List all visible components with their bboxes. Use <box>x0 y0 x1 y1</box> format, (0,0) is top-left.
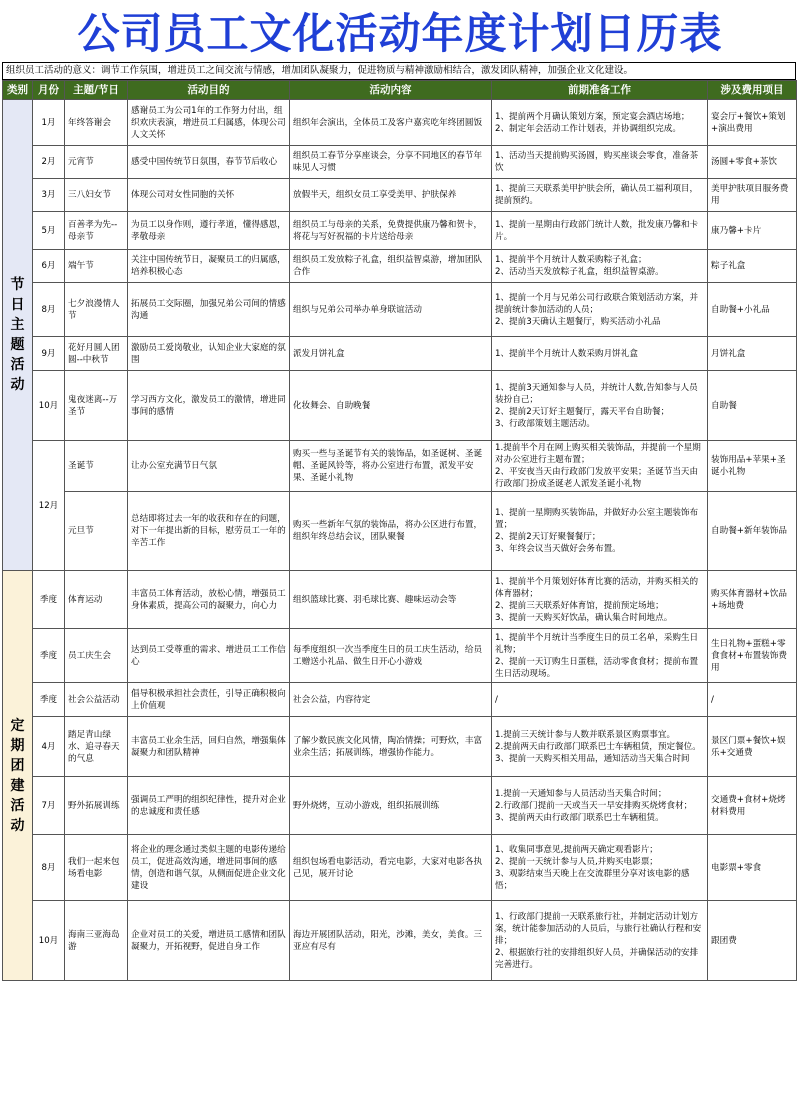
header-row <box>3 81 797 100</box>
content-cell: 组织篮球比赛、羽毛球比赛、趣味运动会等 <box>290 571 492 629</box>
table-row <box>3 212 797 250</box>
cost-cell: 自助餐+小礼品 <box>708 283 797 337</box>
month-cell: 2月 <box>33 146 65 179</box>
theme-cell: 体育运动 <box>65 571 128 629</box>
content-cell: 放假半天，组织女员工享受美甲、护肤保养 <box>290 179 492 212</box>
prep-cell: 1、收集同事意见,提前两天确定观看影片； 2、提前一天统计参与人员,并购买电影票； 3、观影结束当天晚上在交流群里分享对该电影的感悟； <box>492 835 708 901</box>
table-row <box>3 100 797 146</box>
cost-cell: 自助餐+新年装饰品 <box>708 492 797 571</box>
table-row <box>3 492 797 571</box>
prep-cell: 1、活动当天提前购买汤圆，购买座谈会零食，准备茶饮 <box>492 146 708 179</box>
theme-cell: 踏足青山绿水、追寻春天的气息 <box>65 717 128 777</box>
theme-cell: 元宵节 <box>65 146 128 179</box>
content-cell: 组织与兄弟公司举办单身联谊活动 <box>290 283 492 337</box>
prep-cell: 1.提前半个月在网上购买相关装饰品，并提前一个星期对办公室进行主题布置； 2、平安夜当天由行政部门发放平安果；圣诞节当天由行政部门扮成圣诞老人派发圣诞小礼物 <box>492 441 708 492</box>
theme-cell: 鬼夜迷离--万圣节 <box>65 371 128 441</box>
prep-cell: 1、提前一个月与兄弟公司行政联合策划活动方案，并提前统计参加活动的人员； 2、提前3天确认主题餐厅，购买活动小礼品 <box>492 283 708 337</box>
table-row <box>3 441 797 492</box>
content-cell: 购买一些新年气氛的装饰品，将办公区进行布置，组织年终总结会议，团队聚餐 <box>290 492 492 571</box>
cost-cell: 跟团费 <box>708 901 797 981</box>
cost-cell: 电影票+零食 <box>708 835 797 901</box>
table-row <box>3 371 797 441</box>
content-cell: 野外烧烤，互动小游戏，组织拓展训练 <box>290 777 492 835</box>
cost-cell: 粽子礼盒 <box>708 250 797 283</box>
purpose-cell: 达到员工受尊重的需求、增进员工工作信心 <box>128 629 290 683</box>
content-cell: 组织员工春节分享座谈会，分享不同地区的春节年味见人习惯 <box>290 146 492 179</box>
purpose-cell: 拓展员工交际圈，加强兄弟公司间的情感沟通 <box>128 283 290 337</box>
activity-table <box>2 80 797 981</box>
table-row <box>3 835 797 901</box>
table-row <box>3 629 797 683</box>
content-cell: 组织年会演出，全体员工及客户嘉宾吃年终团圆饭 <box>290 100 492 146</box>
category-label: 节日主题活动 <box>10 277 25 393</box>
table-row <box>3 250 797 283</box>
page-title: 公司员工文化活动年度计划日历表 <box>77 9 723 58</box>
prep-cell: / <box>492 683 708 717</box>
prep-cell: 1、提前三天联系美甲护肤会所，确认员工福利项目，提前预约。 <box>492 179 708 212</box>
category-label: 定期团建活动 <box>10 717 25 834</box>
prep-cell: 1.提前三天统计参与人数并联系景区购票事宜。 2.提前两天由行政部门联系巴士车辆租赁，预定餐位。 3、提前一天购买相关用品，通知活动当天集合时间 <box>492 717 708 777</box>
prep-cell: 1、提前两个月确认策划方案，预定宴会酒店场地； 2、制定年会活动工作计划表，并协调组织完成。 <box>492 100 708 146</box>
month-cell: 9月 <box>33 337 65 371</box>
header-prep: 前期准备工作 <box>492 81 708 100</box>
month-cell: 季度 <box>33 629 65 683</box>
purpose-cell: 激励员工爱岗敬业，认知企业大家庭的氛围 <box>128 337 290 371</box>
content-cell: 组织包场看电影活动，看完电影，大家对电影各执己见，展开讨论 <box>290 835 492 901</box>
purpose-cell: 让办公室充满节日气氛 <box>128 441 290 492</box>
purpose-cell: 总结即将过去一年的收获和存在的问题，对下一年提出新的目标，慰劳员工一年的辛苦工作 <box>128 492 290 571</box>
content-cell: 购买一些与圣诞节有关的装饰品，如圣诞树、圣诞帽、圣诞风铃等，将办公室进行布置，派发平安果、圣诞小礼物 <box>290 441 492 492</box>
table-row <box>3 283 797 337</box>
theme-cell: 年终答谢会 <box>65 100 128 146</box>
theme-cell: 七夕浪漫情人节 <box>65 283 128 337</box>
purpose-cell: 关注中国传统节日，凝聚员工的归属感，培养积极心态 <box>128 250 290 283</box>
month-cell: 6月 <box>33 250 65 283</box>
month-cell: 7月 <box>33 777 65 835</box>
cost-cell: / <box>708 683 797 717</box>
prep-cell: 1、提前半个月统计人数采购月饼礼盒 <box>492 337 708 371</box>
purpose-cell: 感谢员工为公司1年的工作努力付出，组织欢庆表演，增进员工归属感，体现公司人文关怀 <box>128 100 290 146</box>
purpose-cell: 体现公司对女性同胞的关怀 <box>128 179 290 212</box>
prep-cell: 1、提前一星期购买装饰品，并做好办公室主题装饰布置； 2、提前2天订好聚餐餐厅； 3、年终会议当天做好会务布置。 <box>492 492 708 571</box>
table-row <box>3 337 797 371</box>
prep-cell: 1、行政部门提前一天联系旅行社，并制定活动计划方案，统计能参加活动的人员后，与旅行社确认行程和安排； 2、根据旅行社的安排组织好人员，并确保活动的安排完善进行。 <box>492 901 708 981</box>
purpose-cell: 学习西方文化，激发员工的激情，增进同事间的感情 <box>128 371 290 441</box>
theme-cell: 圣诞节 <box>65 441 128 492</box>
content-cell: 组织员工与母亲的关系，免费提供康乃馨和贺卡，将花与写好祝福的卡片送给母亲 <box>290 212 492 250</box>
content-cell: 化妆舞会、自助晚餐 <box>290 371 492 441</box>
content-cell: 海边开展团队活动，阳光，沙滩，美女，美食。三亚应有尽有 <box>290 901 492 981</box>
month-cell: 10月 <box>33 371 65 441</box>
header-purpose: 活动目的 <box>128 81 290 100</box>
prep-cell: 1、提前3天通知参与人员，并统计人数,告知参与人员装扮自己； 2、提前2天订好主题餐厅，露天平台自助餐； 3、行政部策划主题活动。 <box>492 371 708 441</box>
cost-cell: 交通费+食材+烧烤材料费用 <box>708 777 797 835</box>
month-cell: 5月 <box>33 212 65 250</box>
category-cell <box>3 571 33 981</box>
cost-cell: 宴会厅+餐饮+策划+演出费用 <box>708 100 797 146</box>
content-cell: 社会公益，内容待定 <box>290 683 492 717</box>
theme-cell: 员工庆生会 <box>65 629 128 683</box>
purpose-cell: 感受中国传统节日氛围，春节节后收心 <box>128 146 290 179</box>
theme-cell: 端午节 <box>65 250 128 283</box>
prep-cell: 1、提前半个月统计当季度生日的员工名单，采购生日礼物； 2、提前一天订购生日蛋糕，活动零食食材；提前布置生日活动现场。 <box>492 629 708 683</box>
month-cell: 4月 <box>33 717 65 777</box>
intro-text: 组织员工活动的意义：调节工作氛围，增进员工之间交流与情感，增加团队凝聚力，促进物质与精神激励相结合，激发团队精神，加强企业文化建设。 <box>2 62 796 80</box>
prep-cell: 1.提前一天通知参与人员活动当天集合时间； 2.行政部门提前一天或当天一早安排购买烧烤食材； 3、提前两天由行政部门联系巴士车辆租赁。 <box>492 777 708 835</box>
theme-cell: 元旦节 <box>65 492 128 571</box>
table-row <box>3 146 797 179</box>
header-content: 活动内容 <box>290 81 492 100</box>
cost-cell: 装饰用品+苹果+圣诞小礼物 <box>708 441 797 492</box>
purpose-cell: 企业对员工的关爱，增进员工感情和团队凝聚力，开拓视野，促进自身工作 <box>128 901 290 981</box>
header-cost: 涉及费用项目 <box>708 81 797 100</box>
theme-cell: 我们一起来包场看电影 <box>65 835 128 901</box>
cost-cell: 自助餐 <box>708 371 797 441</box>
month-cell: 1月 <box>33 100 65 146</box>
header-theme: 主题/节日 <box>65 81 128 100</box>
content-cell: 每季度组织一次当季度生日的员工庆生活动，给员工赠送小礼品、做生日开心小游戏 <box>290 629 492 683</box>
theme-cell: 花好月圆人团圆--中秋节 <box>65 337 128 371</box>
purpose-cell: 为员工以身作则，遵行孝道，懂得感恩，孝敬母亲 <box>128 212 290 250</box>
cost-cell: 景区门票+餐饮+娱乐+交通费 <box>708 717 797 777</box>
prep-cell: 1、提前一星期由行政部门统计人数，批发康乃馨和卡片。 <box>492 212 708 250</box>
table-row <box>3 777 797 835</box>
month-cell: 季度 <box>33 571 65 629</box>
prep-cell: 1、提前半个月统计人数采购粽子礼盒； 2、活动当天发放粽子礼盒，组织益智桌游。 <box>492 250 708 283</box>
month-cell: 10月 <box>33 901 65 981</box>
content-cell: 组织员工发放粽子礼盒，组织益智桌游，增加团队合作 <box>290 250 492 283</box>
purpose-cell: 强调员工严明的组织纪律性，提升对企业的忠诚度和责任感 <box>128 777 290 835</box>
month-cell: 8月 <box>33 283 65 337</box>
cost-cell: 购买体育器材+饮品+场地费 <box>708 571 797 629</box>
table-row <box>3 683 797 717</box>
theme-cell: 社会公益活动 <box>65 683 128 717</box>
theme-cell: 海南三亚海岛游 <box>65 901 128 981</box>
purpose-cell: 丰富员工体育活动，放松心情，增强员工身体素质，提高公司的凝聚力，向心力 <box>128 571 290 629</box>
header-month: 月份 <box>33 81 65 100</box>
table-row <box>3 901 797 981</box>
month-cell: 3月 <box>33 179 65 212</box>
theme-cell: 三八妇女节 <box>65 179 128 212</box>
header-category: 类别 <box>3 81 33 100</box>
category-cell <box>3 100 33 571</box>
theme-cell: 百善孝为先--母亲节 <box>65 212 128 250</box>
purpose-cell: 丰富员工业余生活，回归自然，增强集体凝聚力和团队精神 <box>128 717 290 777</box>
cost-cell: 美甲护肤项目服务费用 <box>708 179 797 212</box>
month-cell: 季度 <box>33 683 65 717</box>
theme-cell: 野外拓展训练 <box>65 777 128 835</box>
purpose-cell: 倡导积极承担社会责任，引导正确积极向上价值观 <box>128 683 290 717</box>
month-cell: 8月 <box>33 835 65 901</box>
cost-cell: 生日礼物+蛋糕+零食食材+布置装饰费用 <box>708 629 797 683</box>
purpose-cell: 将企业的理念通过类似主题的电影传递给员工，促进高效沟通，增进同事间的感情，创造和谐气氛，从侧面促进企业文化建设 <box>128 835 290 901</box>
prep-cell: 1、提前半个月策划好体育比赛的活动，并购买相关的体育器材； 2、提前三天联系好体育馆，提前预定场地； 3、提前一天购买好饮品，确认集合时间地点。 <box>492 571 708 629</box>
cost-cell: 月饼礼盒 <box>708 337 797 371</box>
table-row <box>3 717 797 777</box>
table-row <box>3 179 797 212</box>
content-cell: 了解少数民族文化风情，陶冶情操；可野炊，丰富业余生活；拓展训练，增强协作能力。 <box>290 717 492 777</box>
cost-cell: 康乃馨+卡片 <box>708 212 797 250</box>
month-cell: 12月 <box>33 441 65 571</box>
cost-cell: 汤圆+零食+茶饮 <box>708 146 797 179</box>
table-row <box>3 571 797 629</box>
content-cell: 派发月饼礼盒 <box>290 337 492 371</box>
